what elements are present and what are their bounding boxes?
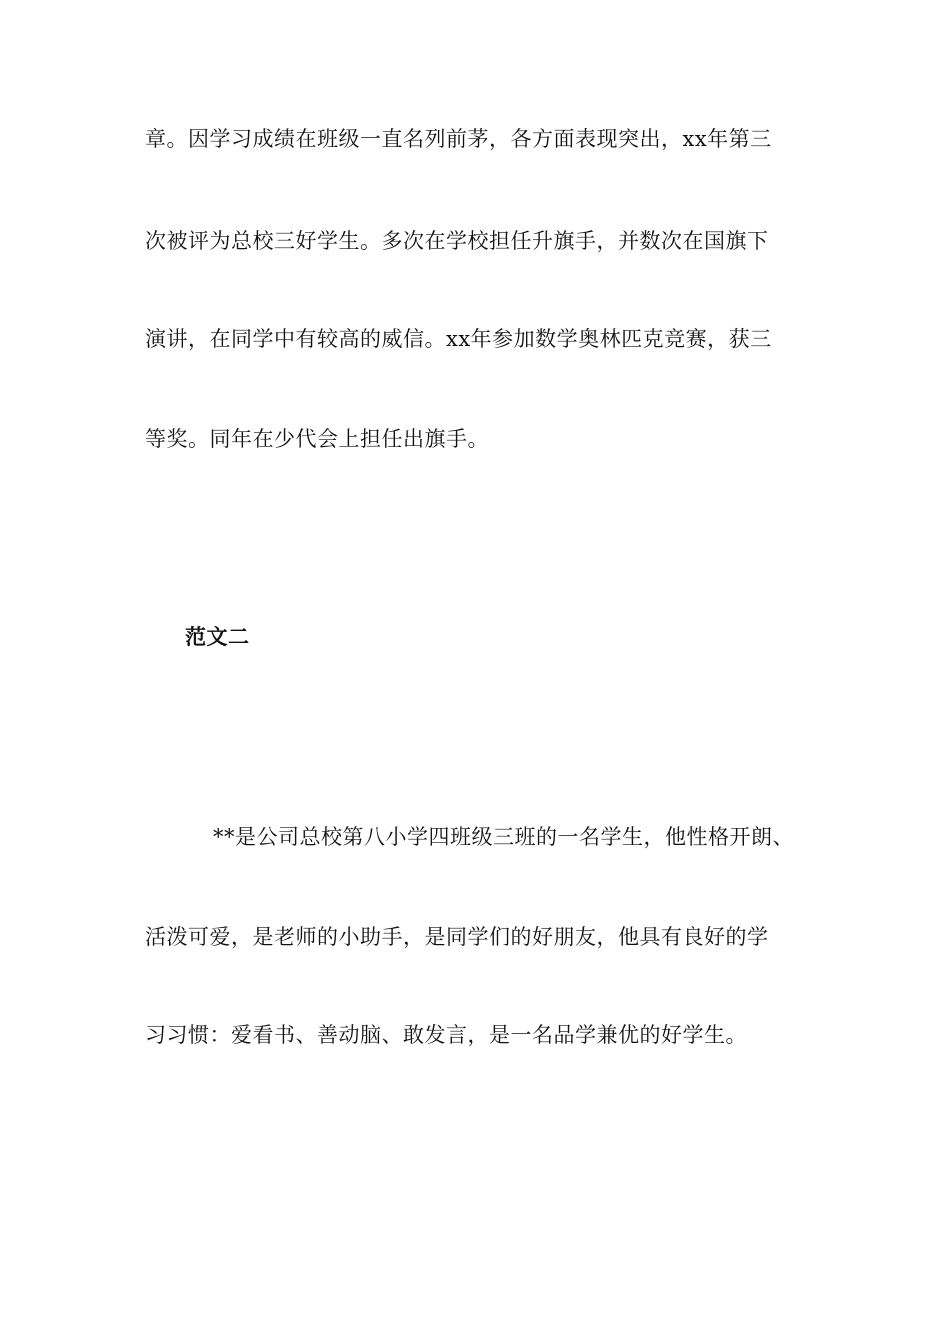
- section-heading: 范文二: [185, 624, 250, 649]
- paragraph-line: 活泼可爱，是老师的小助手，是同学们的好朋友，他具有良好的学: [145, 925, 769, 949]
- paragraph-line: 次被评为总校三好学生。多次在学校担任升旗手，并数次在国旗下: [145, 229, 769, 253]
- paragraph-line: 演讲，在同学中有较高的威信。xx年参加数学奥林匹克竞赛，获三: [145, 327, 772, 351]
- paragraph-line: 习习惯：爱看书、善动脑、敢发言，是一名品学兼优的好学生。: [145, 1023, 747, 1047]
- paragraph-line: **是公司总校第八小学四班级三班的一名学生，他性格开朗、: [213, 825, 794, 849]
- paragraph-line: 等奖。同年在少代会上担任出旗手。: [145, 427, 489, 451]
- paragraph-line: 章。因学习成绩在班级一直名列前茅，各方面表现突出，xx年第三: [145, 127, 772, 151]
